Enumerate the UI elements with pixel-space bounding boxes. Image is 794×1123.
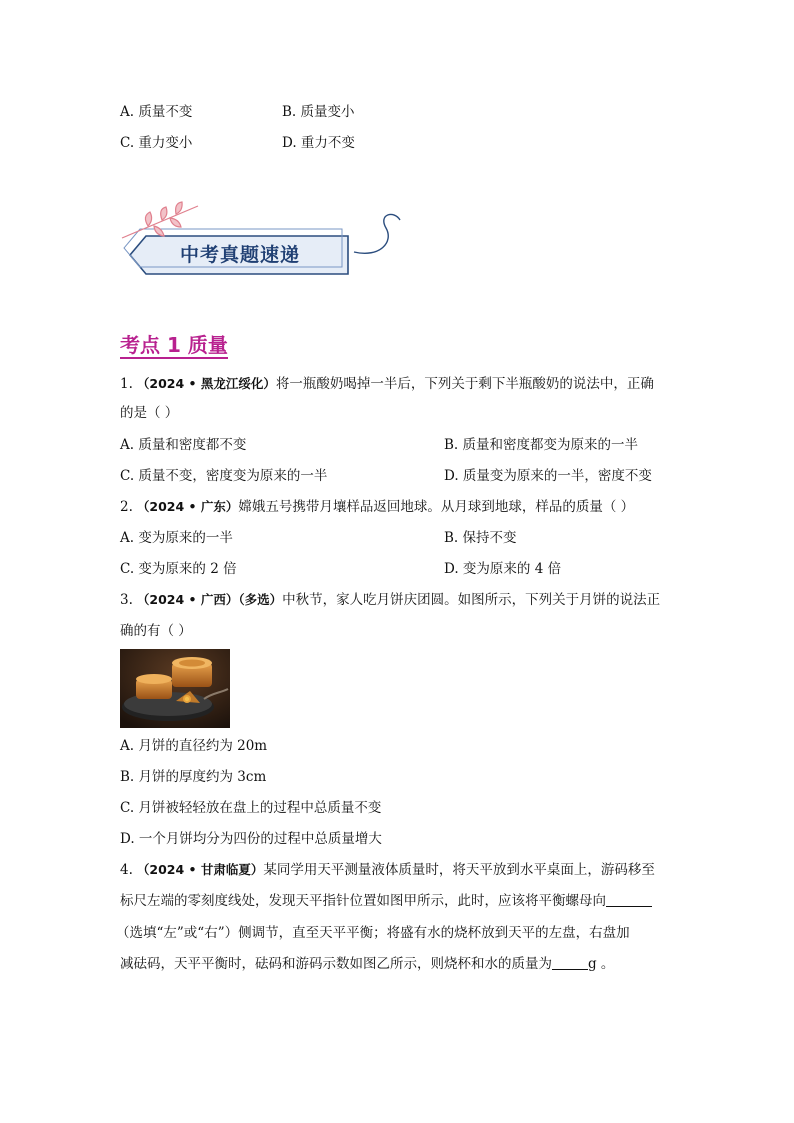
question-3-option-c: C. 月饼被轻轻放在盘上的过程中总质量不变 [120,800,382,816]
question-text: 某同学用天平测量液体质量时，将天平放到水平桌面上，游码移至 [263,862,655,878]
question-2-stem [120,498,634,516]
mooncake-image [120,649,230,728]
question-tag: （多选） [238,592,283,607]
prev-option-d: D. 重力不变 [282,135,355,151]
question-1-stem [120,375,654,393]
question-1-option-d: D. 质量变为原来的一半，密度不变 [444,468,652,484]
question-number: 3. [120,592,133,608]
question-1-option-c: C. 质量不变，密度变为原来的一半 [120,468,328,484]
question-3-stem [120,591,660,609]
answer-blank[interactable] [552,955,588,970]
question-3-option-b: B. 月饼的厚度约为 3cm [120,769,267,785]
question-2-option-d: D. 变为原来的 4 倍 [444,561,562,577]
question-3-option-d: D. 一个月饼均分为四份的过程中总质量增大 [120,831,382,847]
leaf-branch-icon [122,202,198,238]
question-4-stem-line-3: （选填“左”或“右”）侧调节，直至天平平衡；将盛有水的烧杯放到天平的左盘，右盘加 [116,925,630,941]
question-3-option-a: A. 月饼的直径约为 20m [120,738,268,754]
question-3-stem-cont: 确的有（ ） [120,623,192,639]
swirl-icon [354,214,400,253]
answer-blank[interactable] [606,892,652,907]
question-text: 减砝码，天平平衡时，砝码和游码示数如图乙所示，则烧杯和水的质量为 [120,956,552,972]
question-source: （2024 • 甘肃临夏） [136,862,264,877]
question-number: 1. [120,376,133,392]
question-1-option-b: B. 质量和密度都变为原来的一半 [444,437,639,453]
question-number: 2. [120,499,133,515]
banner-title: 中考真题速递 [180,244,301,266]
question-text: 将一瓶酸奶喝掉一半后，下列关于剩下半瓶酸奶的说法中，正确 [275,376,654,392]
question-1-option-a: A. 质量和密度都不变 [120,437,247,453]
unit-label: g 。 [588,956,615,972]
prev-option-a: A. 质量不变 [120,104,193,120]
question-4-stem-line-4 [120,955,614,973]
question-4-stem-line-2 [120,892,652,910]
question-4-stem [120,861,655,879]
question-source: （2024 • 黑龙江绥化） [136,376,276,391]
question-number: 4. [120,862,133,878]
question-text: 嫦娥五号携带月壤样品返回地球。从月球到地球，样品的质量（ ） [238,499,635,515]
section-title: 考点 1 质量 [120,333,228,357]
question-source: （2024 • 广西） [136,592,239,607]
prev-option-b: B. 质量变小 [282,104,355,120]
question-source: （2024 • 广东） [136,499,239,514]
question-text: 中秋节，家人吃月饼庆团圆。如图所示，下列关于月饼的说法正 [282,592,661,608]
question-2-option-b: B. 保持不变 [444,530,517,546]
question-1-stem-cont: 的是（ ） [120,405,179,421]
prev-option-c: C. 重力变小 [120,135,193,151]
question-2-option-a: A. 变为原来的一半 [120,530,233,546]
question-2-option-c: C. 变为原来的 2 倍 [120,561,237,577]
question-text: 标尺左端的零刻度线处，发现天平指针位置如图甲所示，此时，应该将平衡螺母向 [120,893,606,909]
